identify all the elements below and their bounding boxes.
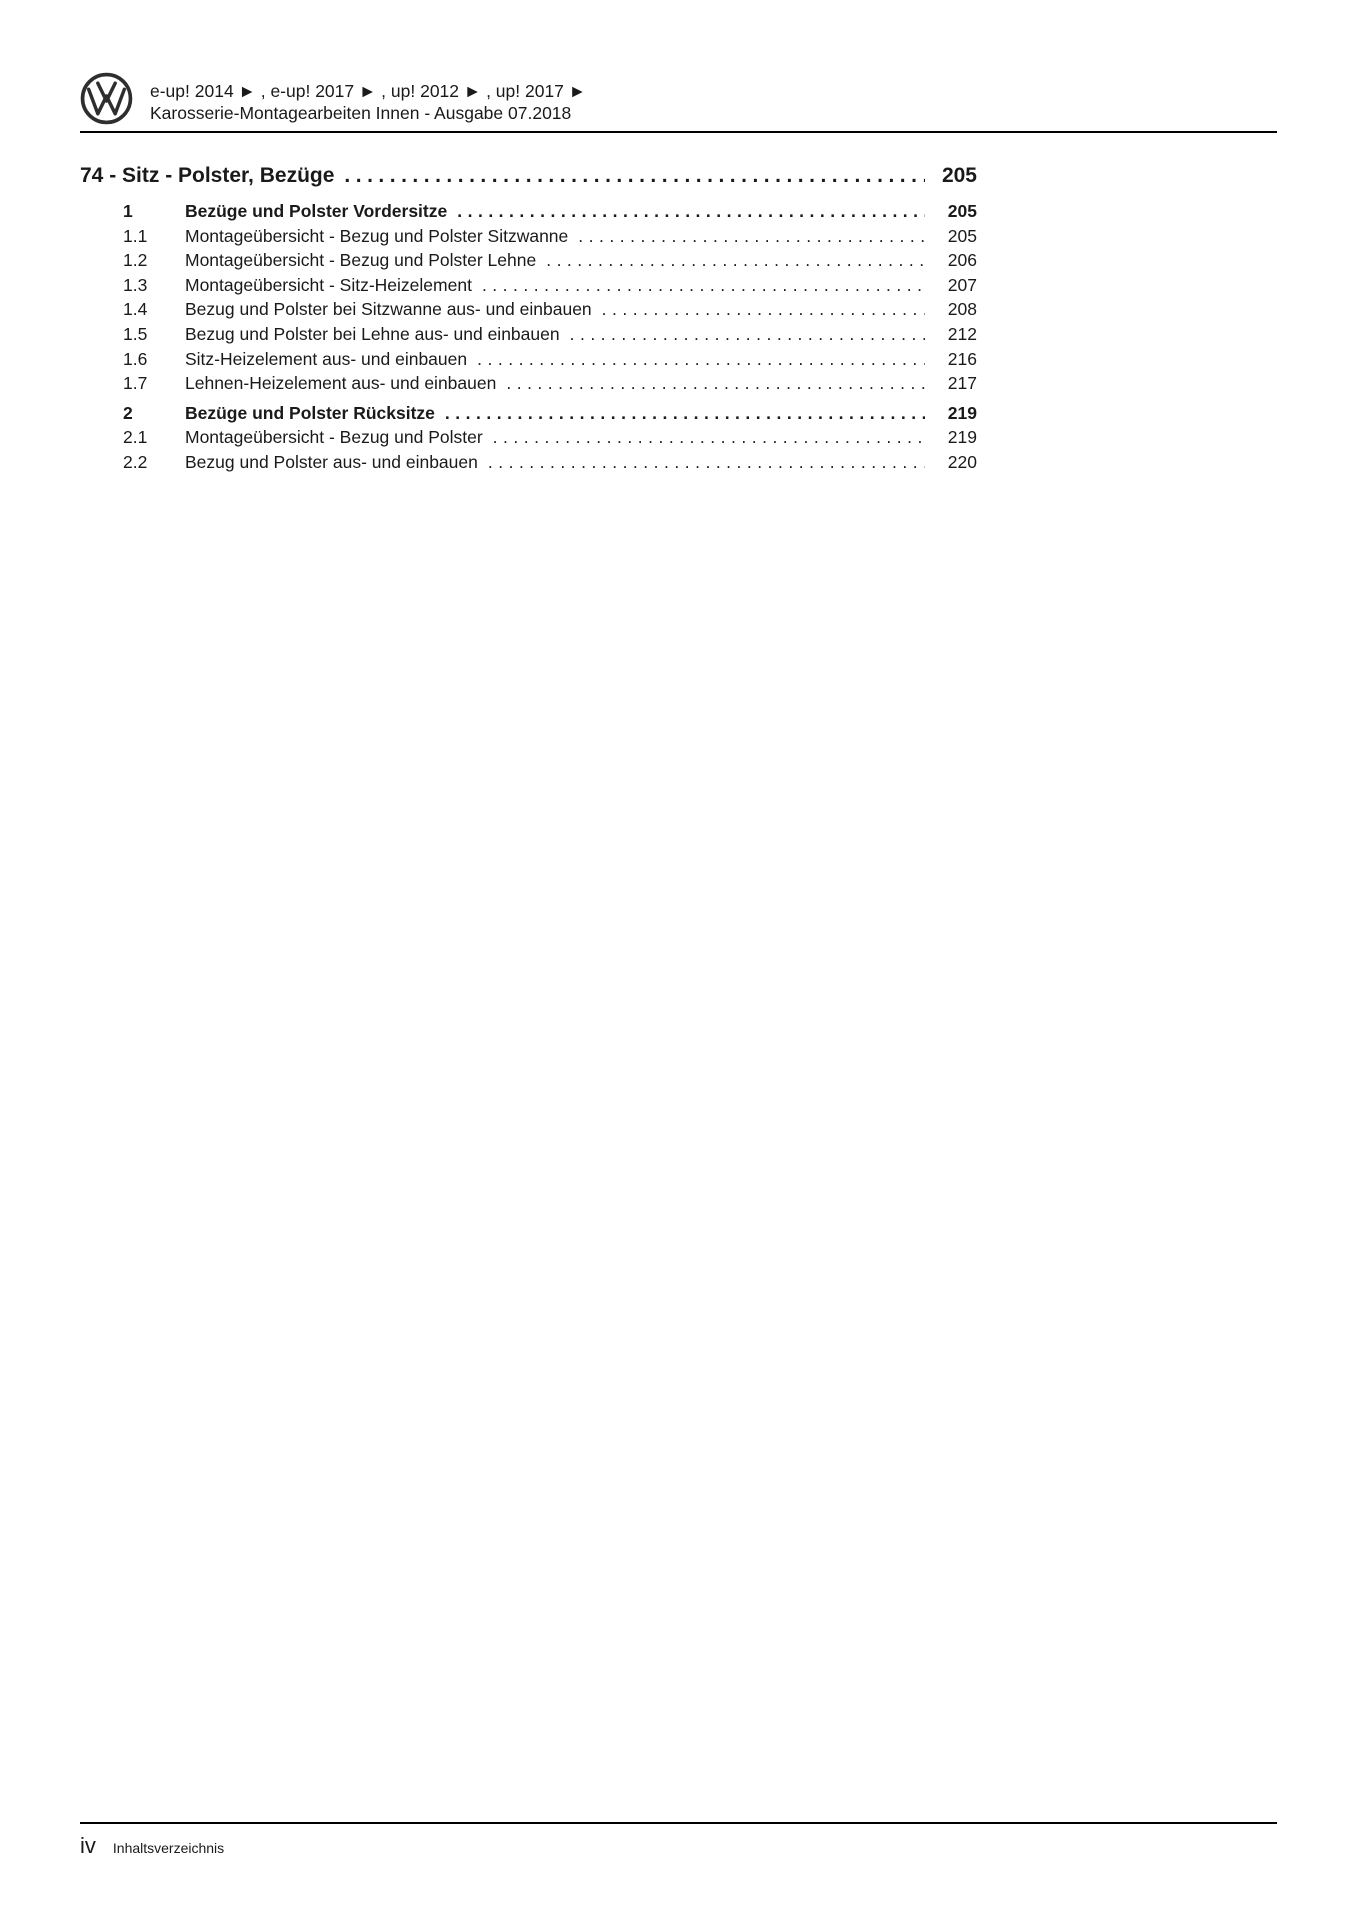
toc-entry-number: 1.2: [123, 250, 148, 271]
toc-entry-page: 207: [947, 274, 977, 295]
toc-entry-title: Bezüge und Polster Vordersitze: [185, 201, 448, 221]
toc-entry-title: Montageübersicht - Bezug und Polster: [185, 427, 483, 448]
toc-entry: [80, 322, 977, 347]
dot-leader: [457, 199, 925, 224]
toc-entry: [80, 425, 977, 450]
toc-entry-page: 205: [947, 225, 977, 246]
page-footer: [80, 1833, 224, 1859]
toc-entry-number: 1.1: [123, 225, 148, 246]
page-header: [80, 72, 586, 125]
toc-entry-page: 219: [947, 427, 977, 448]
footer-page-number: iv: [80, 1833, 96, 1858]
header-text-block: [150, 72, 586, 124]
dot-leader: [506, 371, 925, 396]
toc-entry-page: 220: [947, 451, 977, 472]
dot-leader: [493, 425, 925, 450]
toc-entry-number: 1.3: [123, 274, 148, 295]
toc-entry-number: 1.5: [123, 323, 148, 344]
toc-entry: [80, 273, 977, 298]
table-of-contents: [80, 164, 977, 475]
toc-entry-number: 1: [123, 201, 133, 221]
toc-entry-title: Bezüge und Polster Rücksitze: [185, 402, 435, 423]
toc-entry-number: 1.4: [123, 299, 148, 320]
toc-entry-page: 208: [947, 299, 977, 320]
toc-entry-number: 1.7: [123, 373, 148, 394]
toc-entry-number: 2.2: [123, 451, 148, 472]
toc-entry-page: 205: [947, 201, 977, 221]
dot-leader: [602, 297, 925, 322]
toc-entry: [80, 450, 977, 475]
toc-entry: [80, 371, 977, 396]
toc-entry-page: 219: [947, 402, 977, 423]
toc-entry-number: 2.1: [123, 427, 148, 448]
toc-entry-page: 206: [947, 250, 977, 271]
toc-chapter-page: 205: [941, 164, 977, 187]
toc-entry-page: 217: [947, 373, 977, 394]
dot-leader: [578, 224, 925, 249]
toc-entry: [80, 248, 977, 273]
toc-entry-title: Bezug und Polster aus- und einbauen: [185, 451, 478, 472]
footer-label: Inhaltsverzeichnis: [112, 1840, 225, 1856]
toc-entry-page: 216: [947, 348, 977, 369]
toc-chapter-title: 74 - Sitz - Polster, Bezüge: [80, 164, 335, 187]
toc-chapter-row: [80, 164, 977, 188]
dot-leader: [477, 347, 925, 372]
toc-entry-title: Montageübersicht - Sitz-Heizelement: [185, 274, 472, 295]
toc-entry: [80, 347, 977, 372]
dot-leader: [344, 164, 925, 188]
toc-entry-title: Lehnen-Heizelement aus- und einbauen: [185, 373, 497, 394]
toc-entry-title: Montageübersicht - Bezug und Polster Sitzwanne: [185, 225, 569, 246]
toc-entry: [80, 401, 977, 426]
toc-entry-number: 2: [123, 402, 133, 423]
toc-entry-number: 1.6: [123, 348, 148, 369]
vw-logo-icon: [80, 72, 133, 125]
header-divider: [80, 131, 1277, 133]
dot-leader: [482, 273, 925, 298]
dot-leader: [570, 322, 925, 347]
dot-leader: [488, 450, 925, 475]
toc-entry-page: 212: [947, 323, 977, 344]
toc-entry: [80, 199, 977, 224]
toc-entry-title: Montageübersicht - Bezug und Polster Lehne: [185, 250, 537, 271]
toc-entry-title: Bezug und Polster bei Sitzwanne aus- und einbauen: [185, 299, 592, 320]
header-subtitle: Karosserie-Montagearbeiten Innen - Ausgabe 07.2018: [150, 103, 572, 123]
toc-entry-title: Sitz-Heizelement aus- und einbauen: [185, 348, 468, 369]
header-model-list: e-up! 2014 ► , e-up! 2017 ► , up! 2012 ► , up! 2017 ►: [150, 81, 587, 101]
dot-leader: [445, 401, 925, 426]
dot-leader: [546, 248, 925, 273]
toc-entry: [80, 224, 977, 249]
footer-divider: [80, 1822, 1277, 1824]
toc-entry: [80, 297, 977, 322]
toc-entry-title: Bezug und Polster bei Lehne aus- und einbauen: [185, 323, 560, 344]
